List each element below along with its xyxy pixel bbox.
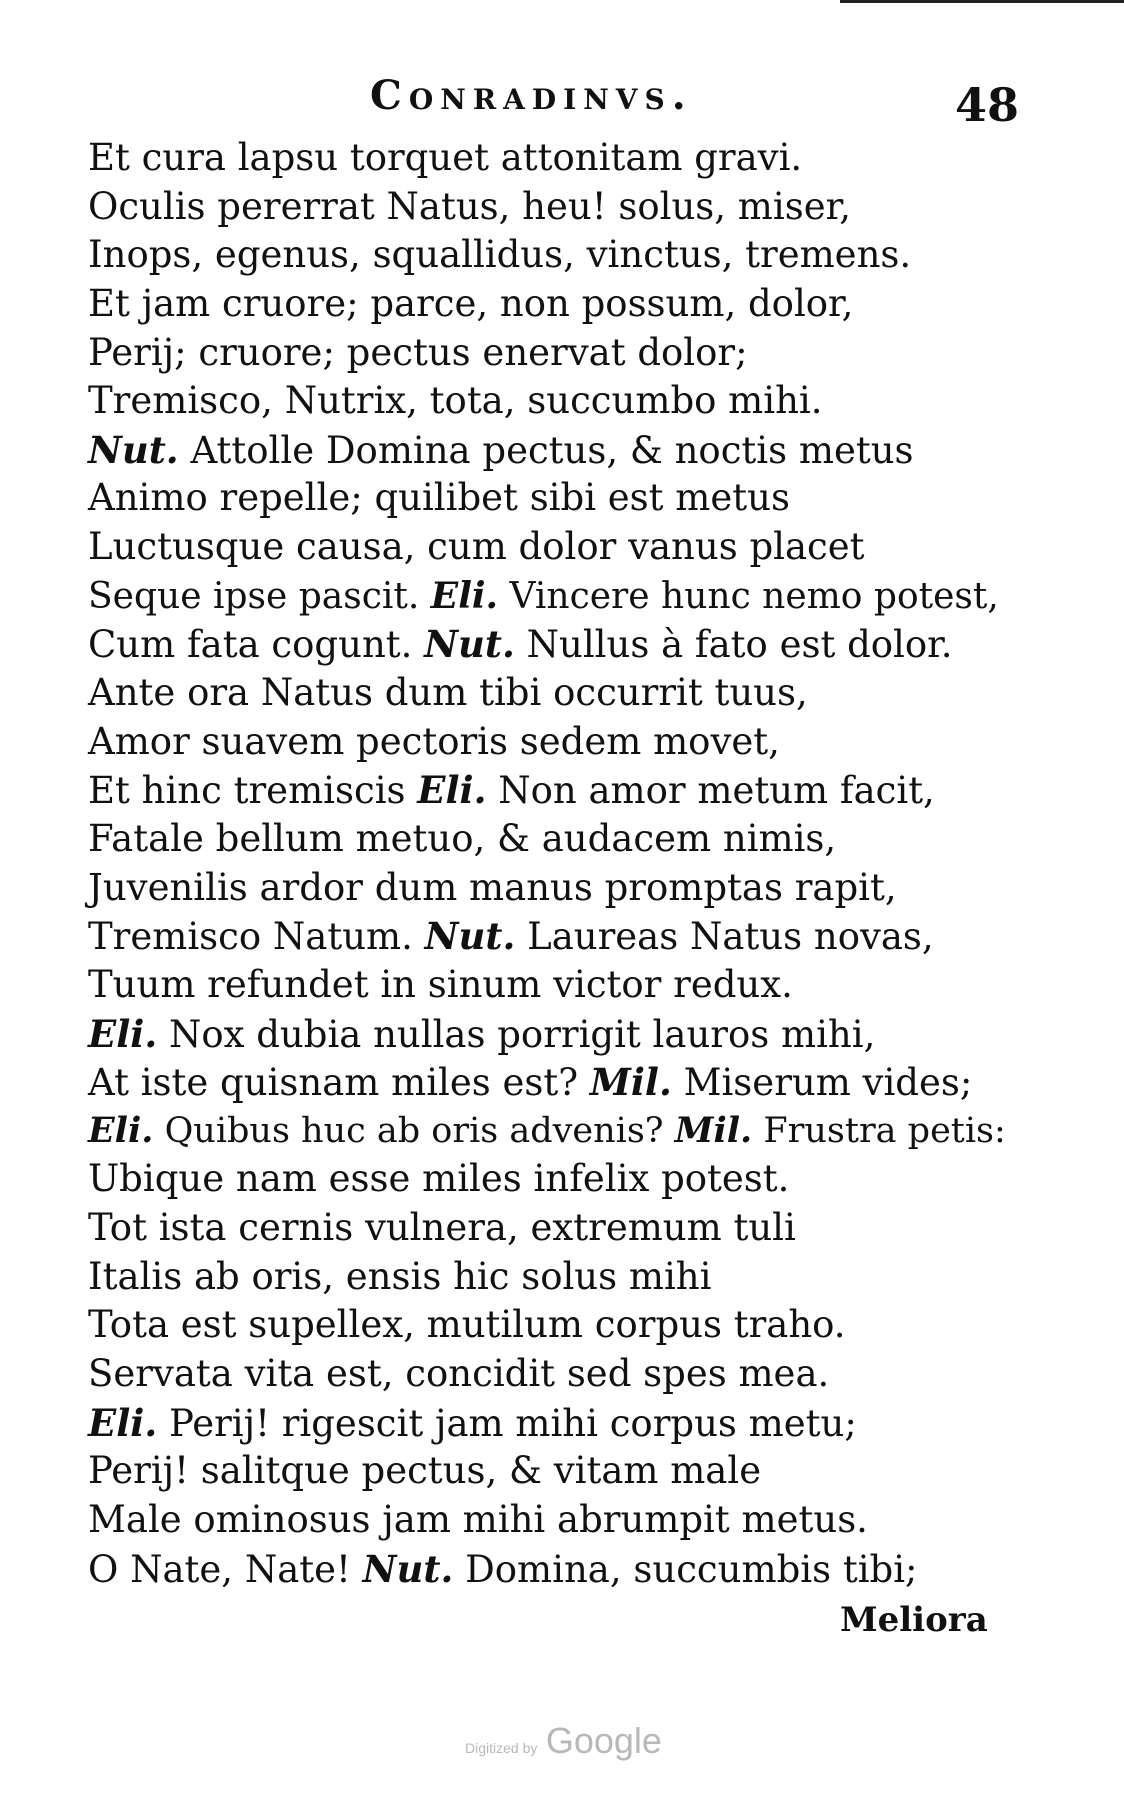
line-text: Italis ab oris, ensis hic solus mihi (88, 1254, 712, 1298)
line-text: Servata vita est, concidit sed spes mea. (88, 1352, 830, 1396)
line-text: Seque ipse pascit. (88, 575, 431, 617)
page-number: 48 (955, 78, 1020, 132)
verse-line (88, 183, 1008, 232)
line-text: Fatale bellum metuo, & audacem nimis, (88, 816, 837, 860)
watermark-brand: Google (545, 1720, 662, 1761)
line-text: Tot ista cernis vulnera, extremum tuli (88, 1206, 796, 1250)
verse-line (88, 669, 1008, 718)
speaker-label: Nut. (424, 914, 516, 959)
verse-line (88, 1447, 1008, 1496)
line-text: Domina, succumbis tibi; (453, 1547, 918, 1591)
top-rule (840, 0, 1124, 3)
line-text: At iste quisnam miles est? (88, 1061, 590, 1105)
verse-line (88, 231, 1008, 280)
line-text: Ubique nam esse miles infelix potest. (88, 1157, 790, 1201)
line-text: Laureas Natus novas, (515, 915, 934, 959)
verse-line (88, 766, 1008, 815)
verse-line (88, 523, 1008, 572)
line-text: Non amor metum facit, (486, 769, 935, 813)
line-text: Nox dubia nullas porrigit lauros mihi, (157, 1012, 876, 1056)
line-text: Perij! rigescit jam mihi corpus metu; (157, 1401, 857, 1445)
line-text: Oculis pererrat Natus, heu! solus, miser, (88, 184, 851, 228)
line-text: Animo repelle; quilibet sibi est metus (88, 476, 790, 520)
speaker-label: Mil. (674, 1109, 753, 1151)
verse-line (88, 815, 1008, 864)
verse-line (88, 1545, 1008, 1594)
line-text: Et hinc tremiscis (88, 769, 418, 813)
verse-line (88, 718, 1008, 767)
line-text: Miserum vides; (671, 1061, 973, 1105)
line-text: Inops, egenus, squallidus, vinctus, tremens. (88, 233, 912, 277)
line-text: Nullus à fato est dolor. (514, 623, 953, 667)
speaker-label: Nut. (88, 427, 179, 472)
line-text: Tota est supellex, mutilum corpus traho. (88, 1303, 846, 1347)
page-header (0, 72, 1124, 132)
verse-line (88, 426, 1008, 475)
verse-line (88, 377, 1008, 426)
line-text: Frustra petis: (752, 1110, 1006, 1151)
verse-line (88, 329, 1008, 378)
line-text: Et jam cruore; parce, non possum, dolor, (88, 281, 854, 325)
verse-line (88, 864, 1008, 913)
line-text: Et cura lapsu torquet attonitam gravi. (88, 136, 803, 179)
line-text: Ante ora Natus dum tibi occurrit tuus, (88, 671, 808, 715)
line-text: O Nate, Nate! (88, 1547, 363, 1591)
line-text: Quibus huc ab oris advenis? (153, 1110, 675, 1151)
speaker-label: Eli. (88, 1400, 158, 1445)
line-text: Cum fata cogunt. (88, 623, 425, 667)
verse-line (88, 1107, 1008, 1156)
line-text: Tremisco Natum. (88, 915, 425, 959)
speaker-label: Eli. (88, 1011, 158, 1056)
verse-line (88, 1155, 1008, 1204)
speaker-label: Eli. (88, 1109, 154, 1151)
verse-line (88, 280, 1008, 329)
watermark (465, 1720, 662, 1762)
line-text: Tremisco, Nutrix, tota, succumbo mihi. (88, 379, 823, 423)
verse-text (88, 134, 1008, 1593)
verse-line (88, 1399, 1008, 1448)
watermark-prefix: Digitized by (465, 1740, 538, 1756)
speaker-label: Nut. (424, 622, 515, 667)
speaker-label: Mil. (589, 1060, 672, 1105)
verse-line (88, 1350, 1008, 1399)
verse-line (88, 1253, 1008, 1302)
line-text: Perij; cruore; pectus enervat dolor; (88, 330, 748, 374)
line-text: Luctusque causa, cum dolor vanus placet (88, 525, 865, 569)
verse-line (88, 1010, 1008, 1059)
running-head: Conradinvs. (370, 72, 693, 119)
line-text: Attolle Domina pectus, & noctis metus (178, 428, 914, 472)
line-text: Male ominosus jam mihi abrumpit metus. (88, 1497, 868, 1541)
verse-line (88, 1058, 1008, 1107)
line-text: Vincere hunc nemo potest, (498, 575, 999, 617)
verse-line (88, 961, 1008, 1010)
catchword: Meliora (840, 1600, 988, 1640)
verse-line (88, 1496, 1008, 1545)
verse-line (88, 1301, 1008, 1350)
verse-line (88, 1204, 1008, 1253)
verse-line (88, 620, 1008, 669)
speaker-label: Nut. (362, 1546, 454, 1591)
speaker-label: Eli. (417, 768, 487, 813)
verse-line (88, 474, 1008, 523)
line-text: Juvenilis ardor dum manus promptas rapit, (88, 865, 897, 909)
verse-line (88, 912, 1008, 961)
line-text: Tuum refundet in sinum victor redux. (88, 962, 793, 1006)
line-text: Perij! salitque pectus, & vitam male (88, 1449, 762, 1493)
line-text: Amor suavem pectoris sedem movet, (88, 719, 780, 763)
speaker-label: Eli. (430, 574, 499, 617)
verse-line (88, 572, 1008, 621)
verse-line (88, 134, 1008, 183)
